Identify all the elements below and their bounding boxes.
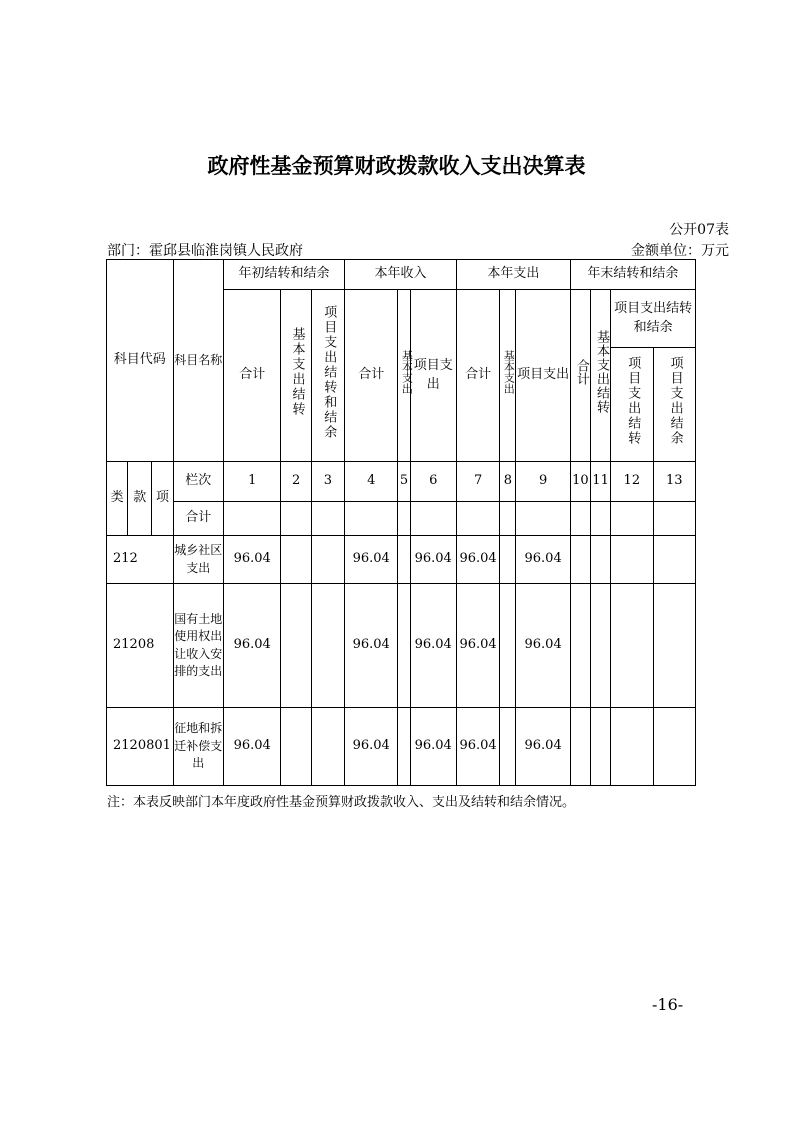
row-value: 96.04 [456, 708, 499, 786]
budget-table [106, 259, 696, 786]
header-start-project: 项目支出结转和结余 [321, 304, 337, 440]
header-subject-name: 科目名称 [173, 260, 223, 462]
header-income-basic: 基本支出 [400, 350, 414, 395]
row-code: 212 [107, 536, 174, 584]
row-value: 96.04 [456, 536, 499, 584]
col-number: 13 [653, 462, 696, 502]
row-value: 96.04 [516, 584, 570, 708]
col-number: 11 [591, 462, 611, 502]
header-subject-code: 科目代码 [107, 260, 174, 462]
table-row [107, 584, 696, 708]
header-group-end: 年末结转和结余 [570, 260, 695, 290]
col-number: 4 [344, 462, 397, 502]
row-code: 2120801 [107, 708, 174, 786]
header-lanci: 栏次 [173, 462, 223, 502]
header-group-expense: 本年支出 [456, 260, 570, 290]
header-start-basic: 基本支出结转 [289, 327, 305, 418]
header-end-basic: 基本支出结转 [594, 330, 609, 415]
col-number: 5 [398, 462, 410, 502]
col-number: 12 [611, 462, 653, 502]
col-number: 8 [500, 462, 516, 502]
row-value: 96.04 [516, 708, 570, 786]
row-code: 21208 [107, 584, 174, 708]
header-group-income: 本年收入 [344, 260, 456, 290]
header-group-start: 年初结转和结余 [223, 260, 344, 290]
table-row [107, 536, 696, 584]
header-end-total: 合计 [573, 359, 589, 386]
header-income-total: 合计 [344, 290, 397, 462]
row-value: 96.04 [410, 584, 456, 708]
header-end-project-carry: 项目支出结转 [625, 356, 641, 447]
col-number: 6 [410, 462, 456, 502]
page-number: -16- [652, 995, 684, 1014]
row-name: 国有土地使用权出让收入安排的支出 [173, 584, 223, 708]
row-name: 城乡社区支出 [173, 536, 223, 584]
form-code: 公开07表 [669, 222, 729, 238]
row-value: 96.04 [516, 536, 570, 584]
row-name: 征地和拆迁补偿支出 [173, 708, 223, 786]
page-title: 政府性基金预算财政拨款收入支出决算表 [207, 154, 586, 178]
row-value: 96.04 [223, 584, 280, 708]
header-kuan: 款 [128, 462, 152, 536]
header-xiang: 项 [152, 462, 173, 536]
row-value: 96.04 [456, 584, 499, 708]
col-number: 2 [281, 462, 311, 502]
header-heji: 合计 [173, 502, 223, 536]
row-value: 96.04 [410, 708, 456, 786]
row-value: 96.04 [223, 536, 280, 584]
unit-label: 金额单位：万元 [631, 243, 729, 259]
header-end-project-group: 项目支出结转和结余 [611, 290, 696, 348]
row-value: 96.04 [344, 536, 397, 584]
table-row [107, 708, 696, 786]
col-number: 1 [223, 462, 280, 502]
header-end-project-surplus: 项目支出结余 [667, 356, 683, 447]
header-lei: 类 [107, 462, 128, 536]
col-number: 10 [570, 462, 590, 502]
row-value: 96.04 [344, 584, 397, 708]
header-income-project: 项目支出 [410, 290, 456, 462]
col-number: 7 [456, 462, 499, 502]
row-value: 96.04 [223, 708, 280, 786]
col-number: 3 [311, 462, 344, 502]
department-label: 部门：霍邱县临淮岗镇人民政府 [107, 243, 303, 259]
header-expense-project: 项目支出 [516, 290, 570, 462]
header-start-total: 合计 [223, 290, 280, 462]
header-expense-basic: 基本支出 [502, 350, 516, 395]
row-value: 96.04 [344, 708, 397, 786]
footnote: 注：本表反映部门本年度政府性基金预算财政拨款收入、支出及结转和结余情况。 [107, 795, 576, 810]
row-value: 96.04 [410, 536, 456, 584]
col-number: 9 [516, 462, 570, 502]
header-expense-total: 合计 [456, 290, 499, 462]
